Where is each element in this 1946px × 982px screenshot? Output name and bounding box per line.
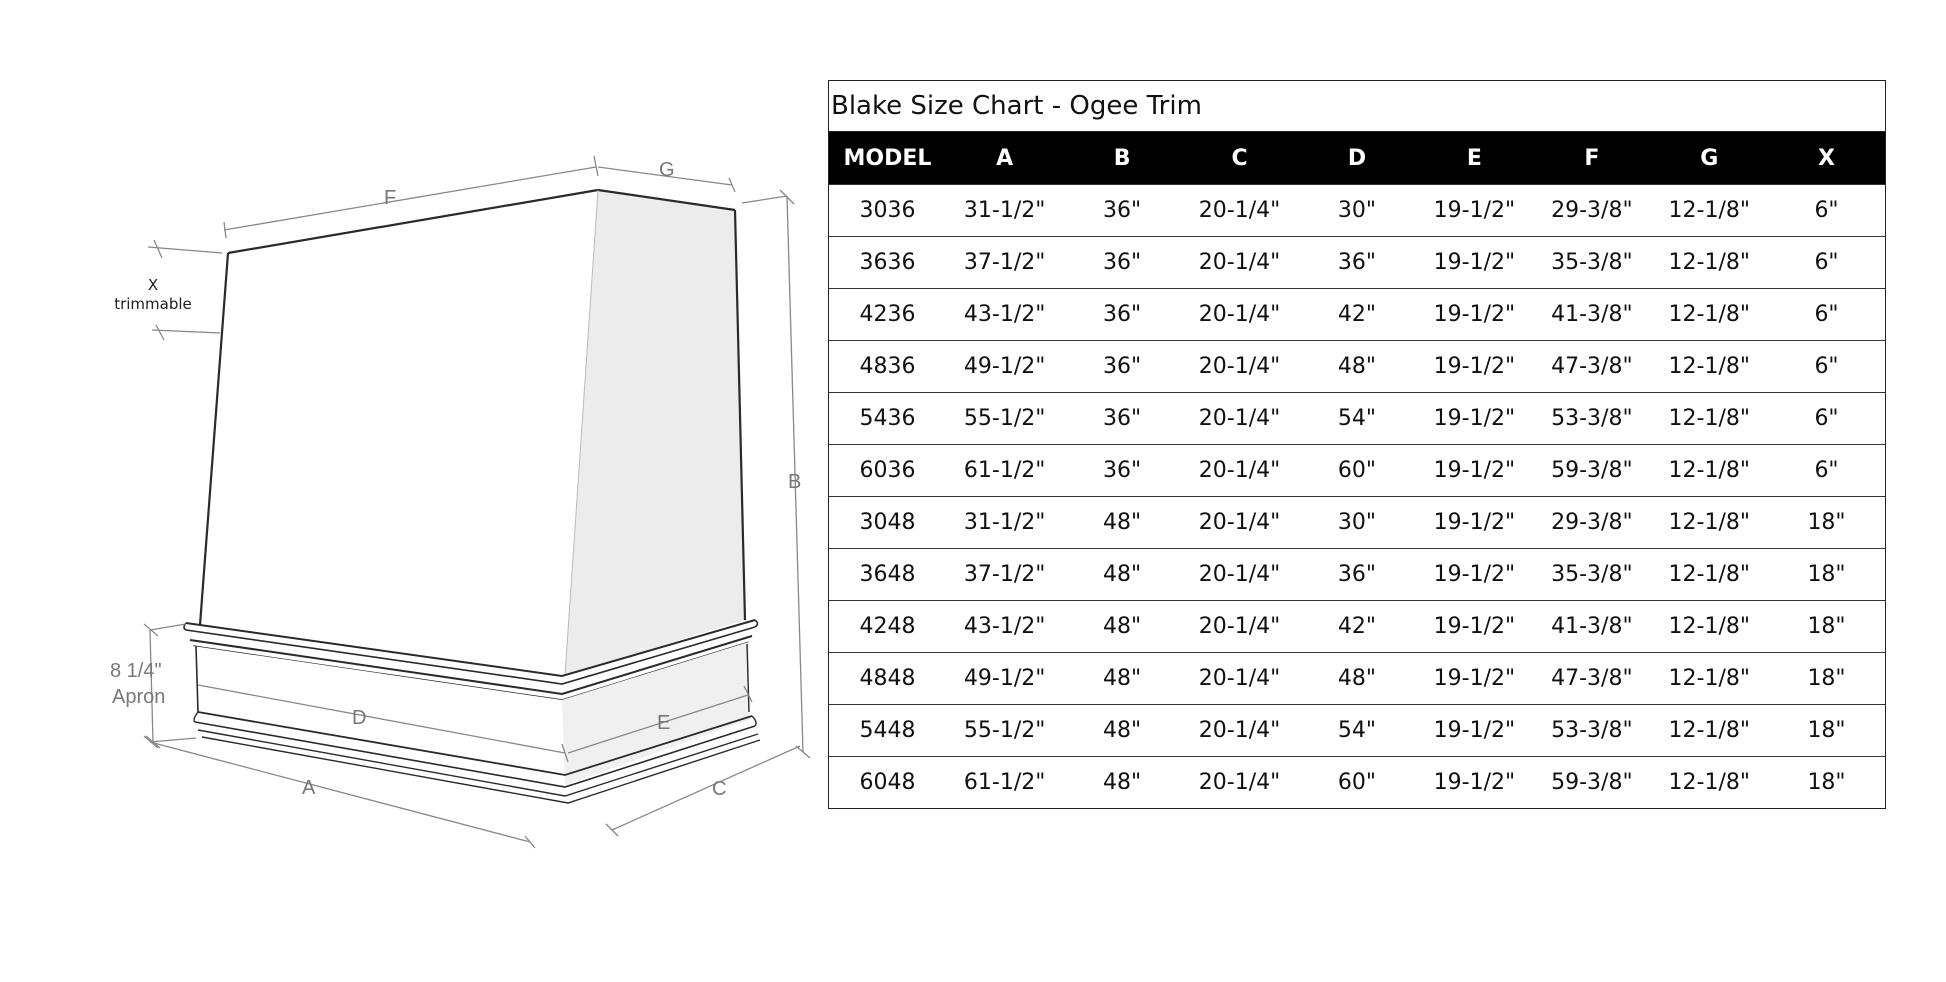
table-cell-model: 3636 <box>829 237 946 289</box>
table-cell-d: 36" <box>1298 237 1415 289</box>
table-cell-a: 43-1/2" <box>946 601 1063 653</box>
table-header-row <box>829 132 1886 185</box>
table-cell-f: 29-3/8" <box>1533 497 1650 549</box>
table-cell-c: 20-1/4" <box>1181 757 1298 809</box>
table-cell-model: 3648 <box>829 549 946 601</box>
table-cell-d: 60" <box>1298 757 1415 809</box>
table-row <box>829 237 1886 289</box>
table-row <box>829 185 1886 237</box>
table-cell-d: 30" <box>1298 497 1415 549</box>
table-cell-model: 4236 <box>829 289 946 341</box>
table-cell-f: 47-3/8" <box>1533 653 1650 705</box>
table-cell-b: 48" <box>1063 601 1180 653</box>
table-cell-b: 36" <box>1063 237 1180 289</box>
table-cell-d: 54" <box>1298 393 1415 445</box>
table-cell-b: 36" <box>1063 185 1180 237</box>
table-cell-x: 6" <box>1768 289 1886 341</box>
table-row <box>829 393 1886 445</box>
table-cell-c: 20-1/4" <box>1181 601 1298 653</box>
table-cell-e: 19-1/2" <box>1416 445 1533 497</box>
table-cell-g: 12-1/8" <box>1651 445 1768 497</box>
table-row <box>829 601 1886 653</box>
table-cell-model: 3048 <box>829 497 946 549</box>
table-row <box>829 341 1886 393</box>
dim-label-g: G <box>659 159 675 181</box>
table-row <box>829 497 1886 549</box>
table-cell-f: 53-3/8" <box>1533 705 1650 757</box>
table-cell-model: 5448 <box>829 705 946 757</box>
dim-label-d: D <box>352 707 367 729</box>
dim-label-f: F <box>384 187 397 209</box>
table-cell-a: 31-1/2" <box>946 185 1063 237</box>
table-cell-d: 36" <box>1298 549 1415 601</box>
trimmable-label: trimmable <box>114 295 192 313</box>
dim-label-b: B <box>788 471 802 493</box>
column-header-c: C <box>1181 132 1298 185</box>
table-cell-e: 19-1/2" <box>1416 393 1533 445</box>
table-cell-model: 6036 <box>829 445 946 497</box>
table-cell-a: 37-1/2" <box>946 237 1063 289</box>
apron-size-label: 8 1/4" <box>110 660 162 682</box>
table-row <box>829 653 1886 705</box>
table-cell-a: 31-1/2" <box>946 497 1063 549</box>
column-header-a: A <box>946 132 1063 185</box>
table-cell-b: 36" <box>1063 393 1180 445</box>
dim-label-e: E <box>657 712 671 734</box>
table-cell-model: 4248 <box>829 601 946 653</box>
table-cell-e: 19-1/2" <box>1416 757 1533 809</box>
table-cell-g: 12-1/8" <box>1651 653 1768 705</box>
table-cell-x: 18" <box>1768 705 1886 757</box>
table-cell-g: 12-1/8" <box>1651 289 1768 341</box>
table-cell-model: 4848 <box>829 653 946 705</box>
table-cell-d: 42" <box>1298 289 1415 341</box>
table-cell-x: 18" <box>1768 549 1886 601</box>
table-cell-b: 48" <box>1063 705 1180 757</box>
table-cell-e: 19-1/2" <box>1416 497 1533 549</box>
column-header-f: F <box>1533 132 1650 185</box>
dim-label-a: A <box>302 777 316 799</box>
table-cell-e: 19-1/2" <box>1416 549 1533 601</box>
hood-front-panel <box>200 190 598 675</box>
table-cell-b: 48" <box>1063 757 1180 809</box>
table-cell-f: 29-3/8" <box>1533 185 1650 237</box>
table-cell-a: 61-1/2" <box>946 757 1063 809</box>
table-cell-c: 20-1/4" <box>1181 393 1298 445</box>
table-title-row <box>829 81 1886 132</box>
table-cell-e: 19-1/2" <box>1416 237 1533 289</box>
table-cell-x: 6" <box>1768 445 1886 497</box>
table-cell-b: 48" <box>1063 497 1180 549</box>
table-row <box>829 289 1886 341</box>
table-cell-c: 20-1/4" <box>1181 497 1298 549</box>
table-cell-f: 35-3/8" <box>1533 237 1650 289</box>
table-cell-b: 36" <box>1063 341 1180 393</box>
table-cell-g: 12-1/8" <box>1651 549 1768 601</box>
table-cell-f: 59-3/8" <box>1533 445 1650 497</box>
table-cell-g: 12-1/8" <box>1651 341 1768 393</box>
table-cell-model: 6048 <box>829 757 946 809</box>
table-cell-e: 19-1/2" <box>1416 289 1533 341</box>
table-cell-c: 20-1/4" <box>1181 185 1298 237</box>
table-cell-b: 36" <box>1063 445 1180 497</box>
table-row <box>829 549 1886 601</box>
table-cell-f: 35-3/8" <box>1533 549 1650 601</box>
size-chart-table <box>828 80 1886 809</box>
table-cell-c: 20-1/4" <box>1181 341 1298 393</box>
table-cell-g: 12-1/8" <box>1651 185 1768 237</box>
range-hood-diagram <box>0 0 820 900</box>
table-cell-d: 48" <box>1298 341 1415 393</box>
table-cell-a: 49-1/2" <box>946 653 1063 705</box>
table-cell-x: 6" <box>1768 185 1886 237</box>
table-body <box>829 185 1886 809</box>
table-cell-d: 48" <box>1298 653 1415 705</box>
table-cell-b: 36" <box>1063 289 1180 341</box>
table-cell-e: 19-1/2" <box>1416 705 1533 757</box>
column-header-d: D <box>1298 132 1415 185</box>
table-cell-c: 20-1/4" <box>1181 549 1298 601</box>
apron-label: Apron <box>112 686 166 708</box>
table-cell-f: 59-3/8" <box>1533 757 1650 809</box>
table-cell-d: 30" <box>1298 185 1415 237</box>
table-title: Blake Size Chart - Ogee Trim <box>829 81 1886 132</box>
table-cell-f: 47-3/8" <box>1533 341 1650 393</box>
x-label: X <box>147 276 159 294</box>
table-cell-x: 18" <box>1768 497 1886 549</box>
table-cell-a: 55-1/2" <box>946 393 1063 445</box>
table-cell-model: 5436 <box>829 393 946 445</box>
table-row <box>829 705 1886 757</box>
table-cell-x: 18" <box>1768 757 1886 809</box>
table-cell-a: 37-1/2" <box>946 549 1063 601</box>
table-cell-x: 6" <box>1768 393 1886 445</box>
table-cell-f: 53-3/8" <box>1533 393 1650 445</box>
table-cell-x: 6" <box>1768 237 1886 289</box>
table-cell-d: 60" <box>1298 445 1415 497</box>
table-cell-c: 20-1/4" <box>1181 237 1298 289</box>
table-cell-g: 12-1/8" <box>1651 601 1768 653</box>
column-header-x: X <box>1768 132 1886 185</box>
table-cell-g: 12-1/8" <box>1651 497 1768 549</box>
dim-label-c: C <box>712 778 727 800</box>
table-cell-model: 3036 <box>829 185 946 237</box>
table-cell-d: 54" <box>1298 705 1415 757</box>
table-cell-e: 19-1/2" <box>1416 601 1533 653</box>
table-cell-g: 12-1/8" <box>1651 237 1768 289</box>
table-cell-e: 19-1/2" <box>1416 653 1533 705</box>
column-header-model: MODEL <box>829 132 946 185</box>
table-cell-g: 12-1/8" <box>1651 393 1768 445</box>
table-cell-g: 12-1/8" <box>1651 757 1768 809</box>
table-cell-b: 48" <box>1063 549 1180 601</box>
table-cell-x: 18" <box>1768 653 1886 705</box>
table-cell-x: 6" <box>1768 341 1886 393</box>
table-cell-a: 49-1/2" <box>946 341 1063 393</box>
column-header-e: E <box>1416 132 1533 185</box>
table-cell-a: 55-1/2" <box>946 705 1063 757</box>
column-header-g: G <box>1651 132 1768 185</box>
table-cell-a: 61-1/2" <box>946 445 1063 497</box>
table-cell-c: 20-1/4" <box>1181 289 1298 341</box>
table-cell-b: 48" <box>1063 653 1180 705</box>
table-cell-f: 41-3/8" <box>1533 289 1650 341</box>
table-cell-a: 43-1/2" <box>946 289 1063 341</box>
table-cell-g: 12-1/8" <box>1651 705 1768 757</box>
table-cell-x: 18" <box>1768 601 1886 653</box>
table-row <box>829 445 1886 497</box>
table-cell-c: 20-1/4" <box>1181 445 1298 497</box>
table-row <box>829 757 1886 809</box>
table-cell-c: 20-1/4" <box>1181 653 1298 705</box>
table-cell-f: 41-3/8" <box>1533 601 1650 653</box>
table-cell-e: 19-1/2" <box>1416 185 1533 237</box>
table-cell-c: 20-1/4" <box>1181 705 1298 757</box>
column-header-b: B <box>1063 132 1180 185</box>
table-cell-model: 4836 <box>829 341 946 393</box>
table-cell-d: 42" <box>1298 601 1415 653</box>
table-cell-e: 19-1/2" <box>1416 341 1533 393</box>
